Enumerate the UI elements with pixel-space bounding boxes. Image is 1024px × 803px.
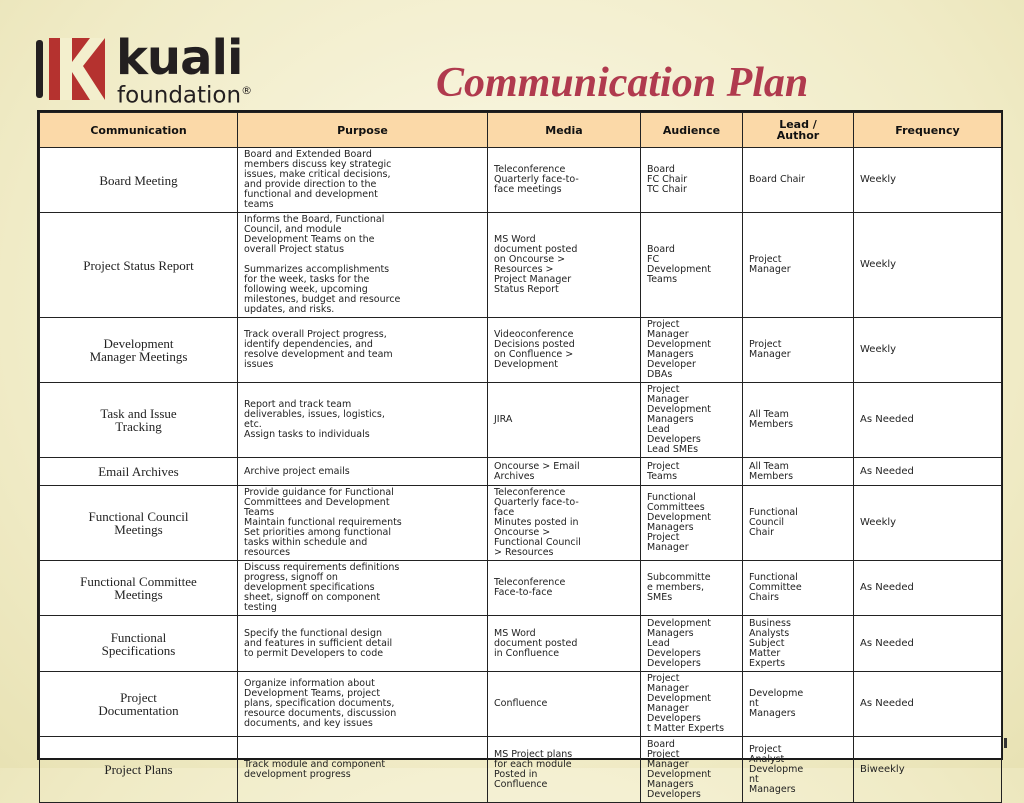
cell-purpose: Track module and component development progress [238, 737, 488, 803]
cell-audience: Board Project Manager Development Managers Developers [641, 737, 743, 803]
table-row [40, 383, 1002, 458]
header-communication: Communication [40, 113, 238, 148]
kuali-logo [36, 30, 286, 109]
cell-frequency: As Needed [854, 672, 1002, 737]
cell-lead: Project Analyst Developme nt Managers [743, 737, 854, 803]
cell-purpose: Board and Extended Board members discuss key strategic issues, make critical decisions, and provide direction to the functional and development teams [238, 148, 488, 213]
page-title: Communication Plan [436, 60, 809, 106]
cell-audience: Functional Committees Development Managers Project Manager [641, 486, 743, 561]
cell-audience: Board FC Chair TC Chair [641, 148, 743, 213]
cell-communication: Development Manager Meetings [40, 318, 238, 383]
kuali-k-mark-icon [36, 36, 108, 102]
cell-lead: Business Analysts Subject Matter Experts [743, 616, 854, 672]
cell-communication: Functional Council Meetings [40, 486, 238, 561]
cell-communication: Project Plans [40, 737, 238, 803]
cell-lead: Project Manager [743, 213, 854, 318]
table-row [40, 213, 1002, 318]
cell-communication: Board Meeting [40, 148, 238, 213]
cell-media: Videoconference Decisions posted on Confluence > Development [488, 318, 641, 383]
cell-frequency: Weekly [854, 213, 1002, 318]
logo-wordmark: kuali [116, 30, 243, 86]
cell-lead: Functional Committee Chairs [743, 561, 854, 616]
cell-audience: Subcommitte e members, SMEs [641, 561, 743, 616]
cell-communication: Project Documentation [40, 672, 238, 737]
cell-audience: Project Teams [641, 458, 743, 486]
header-purpose: Purpose [238, 113, 488, 148]
cell-frequency: As Needed [854, 616, 1002, 672]
cell-purpose: Provide guidance for Functional Committees and Development Teams Maintain functional requirements Set priorities among functional tasks within schedule and resources [238, 486, 488, 561]
cell-purpose: Report and track team deliverables, issues, logistics, etc. Assign tasks to individuals [238, 383, 488, 458]
cell-frequency: As Needed [854, 383, 1002, 458]
cell-media: Teleconference Quarterly face-to- face meetings [488, 148, 641, 213]
slide-edge-mark [1004, 738, 1007, 748]
cell-frequency: Weekly [854, 148, 1002, 213]
cell-audience: Board FC Development Teams [641, 213, 743, 318]
cell-frequency: Weekly [854, 318, 1002, 383]
cell-media: MS Project plans for each module Posted in Confluence [488, 737, 641, 803]
cell-media: Teleconference Quarterly face-to- face Minutes posted in Oncourse > Functional Council > Resources [488, 486, 641, 561]
logo-subtitle: foundation® [117, 82, 253, 109]
cell-purpose: Specify the functional design and features in sufficient detail to permit Developers to code [238, 616, 488, 672]
cell-frequency: As Needed [854, 458, 1002, 486]
table-row [40, 318, 1002, 383]
table-row [40, 672, 1002, 737]
table-row [40, 458, 1002, 486]
cell-communication: Functional Committee Meetings [40, 561, 238, 616]
cell-lead: Project Manager [743, 318, 854, 383]
cell-media: JIRA [488, 383, 641, 458]
cell-audience: Project Manager Development Managers Developer DBAs [641, 318, 743, 383]
cell-media: Confluence [488, 672, 641, 737]
cell-purpose: Discuss requirements definitions progress, signoff on development specifications sheet, signoff on component testing [238, 561, 488, 616]
cell-purpose: Track overall Project progress, identify dependencies, and resolve development and team issues [238, 318, 488, 383]
cell-media: MS Word document posted on Oncourse > Resources > Project Manager Status Report [488, 213, 641, 318]
table-row [40, 148, 1002, 213]
table-row [40, 616, 1002, 672]
table-header-row [40, 113, 1002, 148]
cell-communication: Task and Issue Tracking [40, 383, 238, 458]
cell-purpose: Archive project emails [238, 458, 488, 486]
cell-lead: All Team Members [743, 383, 854, 458]
header-audience: Audience [641, 113, 743, 148]
header-frequency: Frequency [854, 113, 1002, 148]
table-row [40, 561, 1002, 616]
cell-frequency: Weekly [854, 486, 1002, 561]
cell-audience: Development Managers Lead Developers Developers [641, 616, 743, 672]
cell-media: Oncourse > Email Archives [488, 458, 641, 486]
cell-media: Teleconference Face-to-face [488, 561, 641, 616]
cell-lead: Developme nt Managers [743, 672, 854, 737]
cell-media: MS Word document posted in Confluence [488, 616, 641, 672]
table-row [40, 486, 1002, 561]
communication-table [37, 110, 1003, 800]
cell-audience: Project Manager Development Managers Lead Developers Lead SMEs [641, 383, 743, 458]
cell-lead: All Team Members [743, 458, 854, 486]
table-row [40, 737, 1002, 803]
cell-purpose: Informs the Board, Functional Council, and module Development Teams on the overall Project status Summarizes accomplishments for the week, tasks for the following week, upcoming milestones, budget and resource updates, and risks. [238, 213, 488, 318]
header-media: Media [488, 113, 641, 148]
cell-lead: Functional Council Chair [743, 486, 854, 561]
cell-frequency: Biweekly [854, 737, 1002, 803]
cell-lead: Board Chair [743, 148, 854, 213]
header-lead-author: Lead / Author [743, 113, 854, 148]
cell-communication: Email Archives [40, 458, 238, 486]
cell-purpose: Organize information about Development Teams, project plans, specification documents, resource documents, discussion documents, and key issues [238, 672, 488, 737]
cell-frequency: As Needed [854, 561, 1002, 616]
cell-audience: Project Manager Development Manager Developers t Matter Experts [641, 672, 743, 737]
cell-communication: Functional Specifications [40, 616, 238, 672]
cell-communication: Project Status Report [40, 213, 238, 318]
